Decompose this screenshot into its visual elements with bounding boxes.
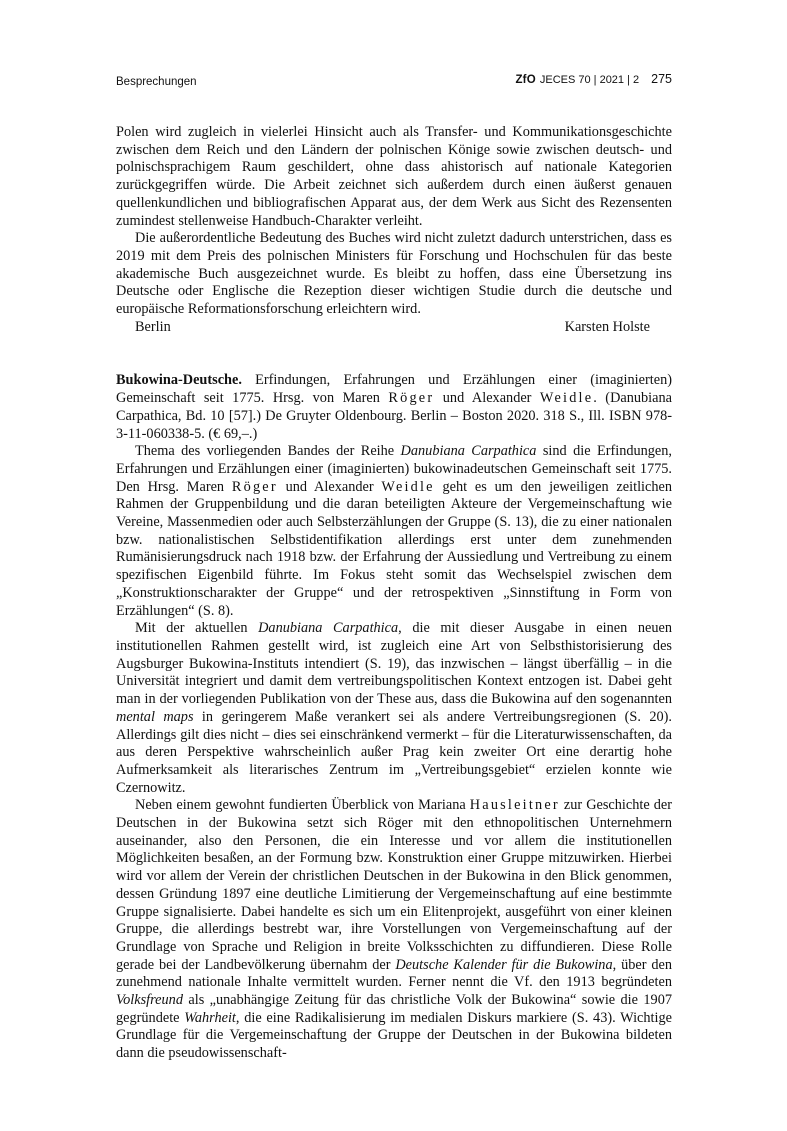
journal-issue: JECES 70 | 2021 | 2 bbox=[539, 74, 640, 86]
review-place: Berlin bbox=[135, 318, 171, 335]
section-title: Besprechungen bbox=[116, 76, 197, 88]
paragraph: Mit der aktuellen Danubiana Carpathica, die mit dieser Ausgabe in einen neuen institutionellen Rahmen gestellt wird, ist zugleich eine Art von Selbsthistorisierung des Augsburger Bukowina-Instituts intendiert (S. 19), das inzwischen – längst überfällig – in die Universität integriert und damit dem vertreibungspolitischen Kontext entzogen ist. Dabei geht man in der vorliegenden Publikation von der These aus, dass die Bukowina auf den sogenannten mental maps in geringerem Maße verankert sei als andere Vertreibungsregionen (S. 20). Allerdings gilt dies nicht – dies sei einschränkend vermerkt – für die Literaturwissenschaften, da aus deren Perspektive wahrscheinlich außer Prag kein zweiter Ort eine derartig hohe Aufmerksamkeit als literarisches Zentrum im „Vertreibungsgebiet“ erzielen konnte wie Czernowitz. bbox=[116, 620, 672, 796]
page-number: 275 bbox=[651, 72, 672, 86]
bibliographic-entry: Bukowina-Deutsche. Erfindungen, Erfahrungen und Erzählungen einer (imaginierten) Gemeinschaft seit 1775. Hrsg. von Maren Röger und Alexander Weidle. (Danubiana Carpathica, Bd. 10 [57].) De Gruyter Oldenbourg. Berlin – Boston 2020. 318 S., Ill. ISBN 978-3-11-060338-5. (€ 69,–.) bbox=[116, 372, 672, 442]
page-body bbox=[116, 124, 672, 1063]
editor-name: Röger bbox=[388, 390, 435, 407]
book-title: Bukowina-Deutsche. bbox=[116, 372, 242, 389]
paragraph: Thema des vorliegenden Bandes der Reihe Danubiana Carpathica sind die Erfindungen, Erfahrungen und Erzählungen einer (imaginierten) bukowinadeutschen Gemeinschaft seit 1775. Den Hrsg. Maren Röger und Alexander Weidle geht es um den jeweiligen zeitlichen Rahmen der Gruppenbildung und die daran beteiligten Akteure der Vergemeinschaftung wie Vereine, Massenmedien oder auch Selbsterzählungen der Gruppe (S. 13), die zu einer nationalen bzw. nationalistischen Selbstidentifikation allerdings erst unter dem zunehmenden Rumänisierungsdruck nach 1918 bzw. der Erfahrung der Aussiedlung und Vertreibung zu einem spezifischen Eigenbild führte. Im Fokus steht somit das Wechselspiel zwischen dem „Konstruktionscharakter der Gruppe“ und der retrospektiven „Sinnstiftung in Form von Erzählungen“ (S. 8). bbox=[116, 443, 673, 619]
author-name: Weidle bbox=[381, 478, 435, 495]
journal-abbrev: ZfO bbox=[515, 74, 536, 86]
review-signature bbox=[116, 319, 672, 337]
author-name: Hausleitner bbox=[469, 797, 560, 814]
author-name: Röger bbox=[231, 478, 278, 495]
editor-name: Weidle bbox=[539, 390, 594, 407]
paragraph: Die außerordentliche Bedeutung des Buches wird nicht zuletzt dadurch unterstrichen, dass es 2019 mit dem Preis des polnischen Ministers für Forschung und Hochschulen für das beste akademische Buch ausgezeichnet wurde. Es bleibt zu hoffen, dass eine Übersetzung ins Deutsche oder Englische die Rezeption dieser wichtigen Studie durch die deutsche und europäische Reformationsforschung erleichtern wird. bbox=[116, 230, 672, 318]
paragraph: Neben einem gewohnt fundierten Überblick von Mariana Hausleitner zur Geschichte der Deutschen in der Bukowina setzt sich Röger mit den ethnopolitischen Unternehmern auseinander, also den Personen, die ein Interesse und vor allem die institutionellen Möglichkeiten besaßen, an der Formung bzw. Konstruktion einer Gruppe mitzuwirken. Hierbei wird vor allem der Verein der christlichen Deutschen in der Bukowina in den Blick genommen, dessen Gründung 1897 eine deutliche Limitierung der Vergemeinschaftung auf eine bestimmte Gruppe signalisierte. Dabei handelte es sich um ein Elitenprojekt, ausgeführt von einer kleinen Gruppe, die allerdings bestrebt war, ihre Vorstellungen von Vergemeinschaftung auf der Grundlage von Sprache und Religion in breite Volksschichten zu diffundieren. Diese Rolle gerade bei der Landbevölkerung übernahm der Deutsche Kalender für die Bukowina, über den zunehmend nationale Inhalte vermittelt wurden. Ferner nennt die Vf. den 1913 begründeten Volksfreund als „unabhängige Zeitung für das christliche Volk der Bukowina“ sowie die 1907 gegründete Wahrheit, die eine Radikalisierung im medialen Diskurs markiere (S. 43). Wichtige Grundlage für die Vergemeinschaftung der Gruppe der Deutschen in der Bukowina bildeten dann die pseudowissenschaft- bbox=[116, 797, 672, 1062]
journal-info bbox=[515, 72, 672, 86]
running-header bbox=[116, 72, 672, 92]
reviewer-name: Karsten Holste bbox=[564, 318, 650, 335]
paragraph: Polen wird zugleich in vielerlei Hinsicht auch als Transfer- und Kommunikationsgeschichte zwischen dem Reich und den Ländern der polnischen Könige sowie zwischen deutsch- und polnischsprachigem Raum geschildert, ohne dass ahistorisch auf nationale Kategorien zurückgegriffen würde. Die Arbeit zeichnet sich außerdem durch einen äußerst genauen quellenkundlichen und bibliografischen Apparat aus, der dem Werk aus Sicht des Rezensenten zumindest stellenweise Handbuch-Charakter verleiht. bbox=[116, 124, 672, 229]
